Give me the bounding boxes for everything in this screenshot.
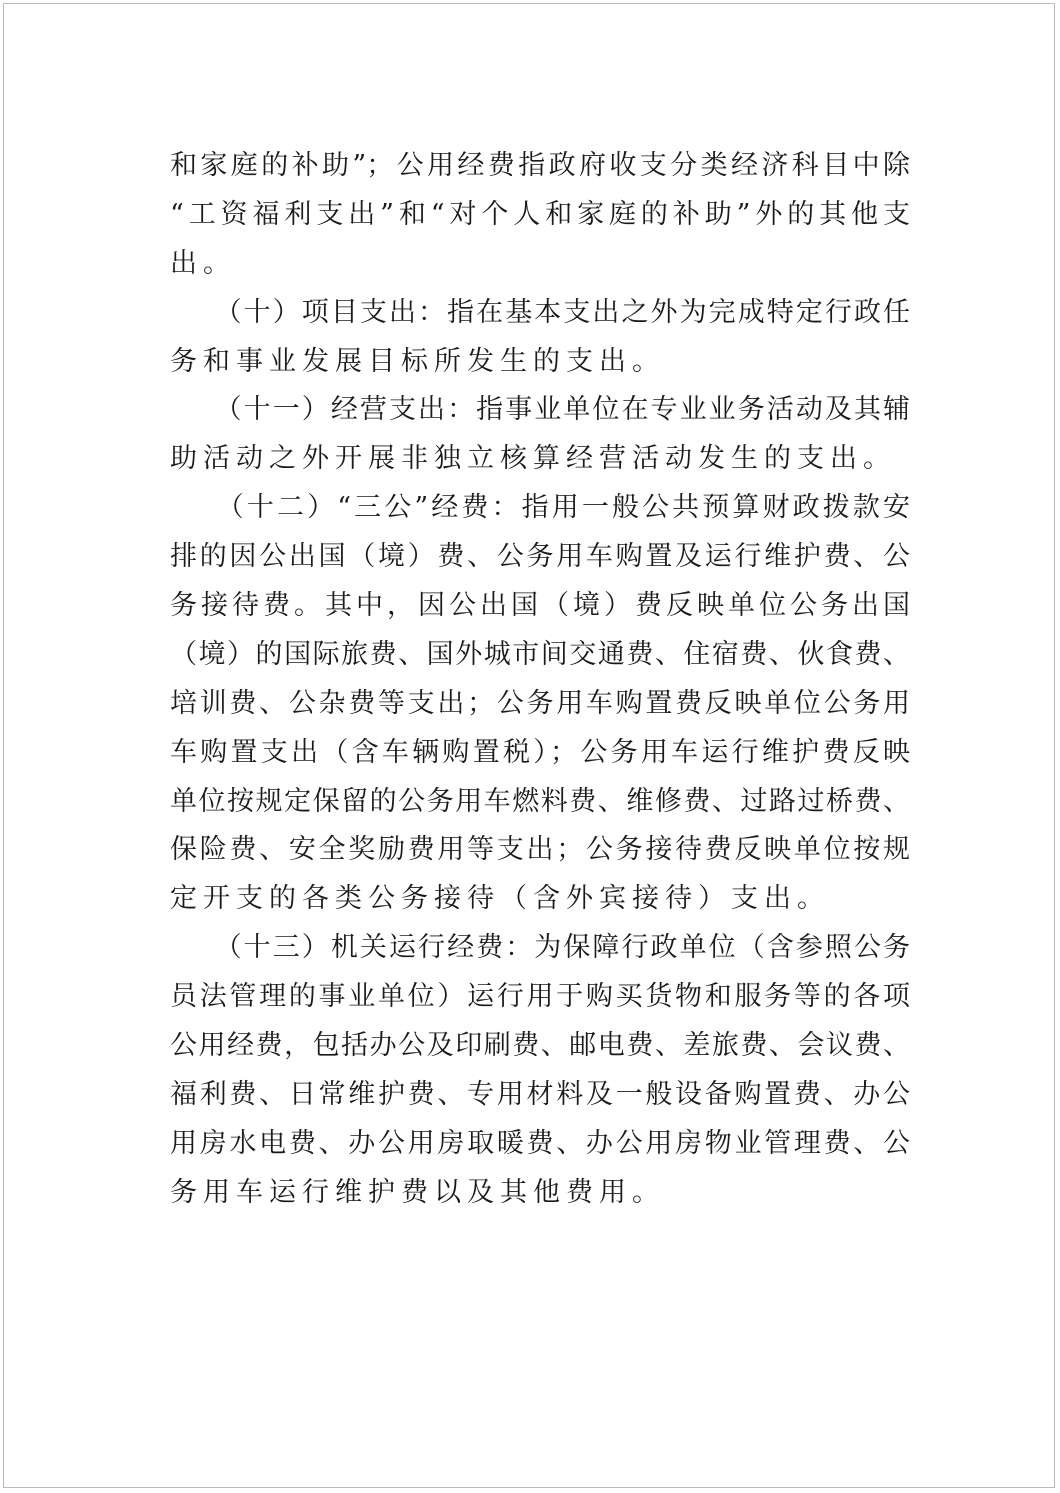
text-line: 定开支的各类公务接待（含外宾接待）支出。 xyxy=(170,883,830,915)
paragraph-heading-line: （十三）机关运行经费：为保障行政单位（含参照公务 xyxy=(170,932,910,964)
text-line: “工资福利支出”和“对个人和家庭的补助”外的其他支 xyxy=(170,198,910,230)
text-line: 出。 xyxy=(170,247,236,279)
document-page xyxy=(3,3,1055,1488)
text-line: 排的因公出国（境）费、公务用车购置及运行维护费、公 xyxy=(170,541,910,573)
paragraph-heading-line: （十一）经营支出：指事业单位在专业业务活动及其辅 xyxy=(170,394,910,426)
text-line: 培训费、公杂费等支出；公务用车购置费反映单位公务用 xyxy=(170,687,910,719)
text-line: 公用经费，包括办公及印刷费、邮电费、差旅费、会议费、 xyxy=(170,1030,910,1062)
text-line: 和家庭的补助”；公用经费指政府收支分类经济科目中除 xyxy=(170,150,910,181)
text-line: 务和事业发展目标所发生的支出。 xyxy=(170,345,665,377)
text-line: 务用车运行维护费以及其他费用。 xyxy=(170,1176,665,1208)
text-line: 单位按规定保留的公务用车燃料费、维修费、过路过桥费、 xyxy=(170,785,910,817)
text-line: 员法管理的事业单位）运行用于购买货物和服务等的各项 xyxy=(170,981,910,1013)
text-line: （境）的国际旅费、国外城市间交通费、住宿费、伙食费、 xyxy=(170,638,910,670)
text-line: 助活动之外开展非独立核算经营活动发生的支出。 xyxy=(170,443,896,475)
text-line: 保险费、安全奖励费用等支出；公务接待费反映单位按规 xyxy=(170,834,910,866)
text-line: 务接待费。其中，因公出国（境）费反映单位公务出国 xyxy=(170,590,910,622)
text-line: 用房水电费、办公用房取暖费、办公用房物业管理费、公 xyxy=(170,1127,910,1159)
text-line: 车购置支出（含车辆购置税）；公务用车运行维护费反映 xyxy=(170,736,910,768)
paragraph-heading-line: （十）项目支出：指在基本支出之外为完成特定行政任 xyxy=(170,296,910,328)
paragraph-heading-line: （十二）“三公”经费：指用一般公共预算财政拨款安 xyxy=(170,492,910,524)
document-body xyxy=(170,142,910,1218)
text-line: 福利费、日常维护费、专用材料及一般设备购置费、办公 xyxy=(170,1078,910,1110)
